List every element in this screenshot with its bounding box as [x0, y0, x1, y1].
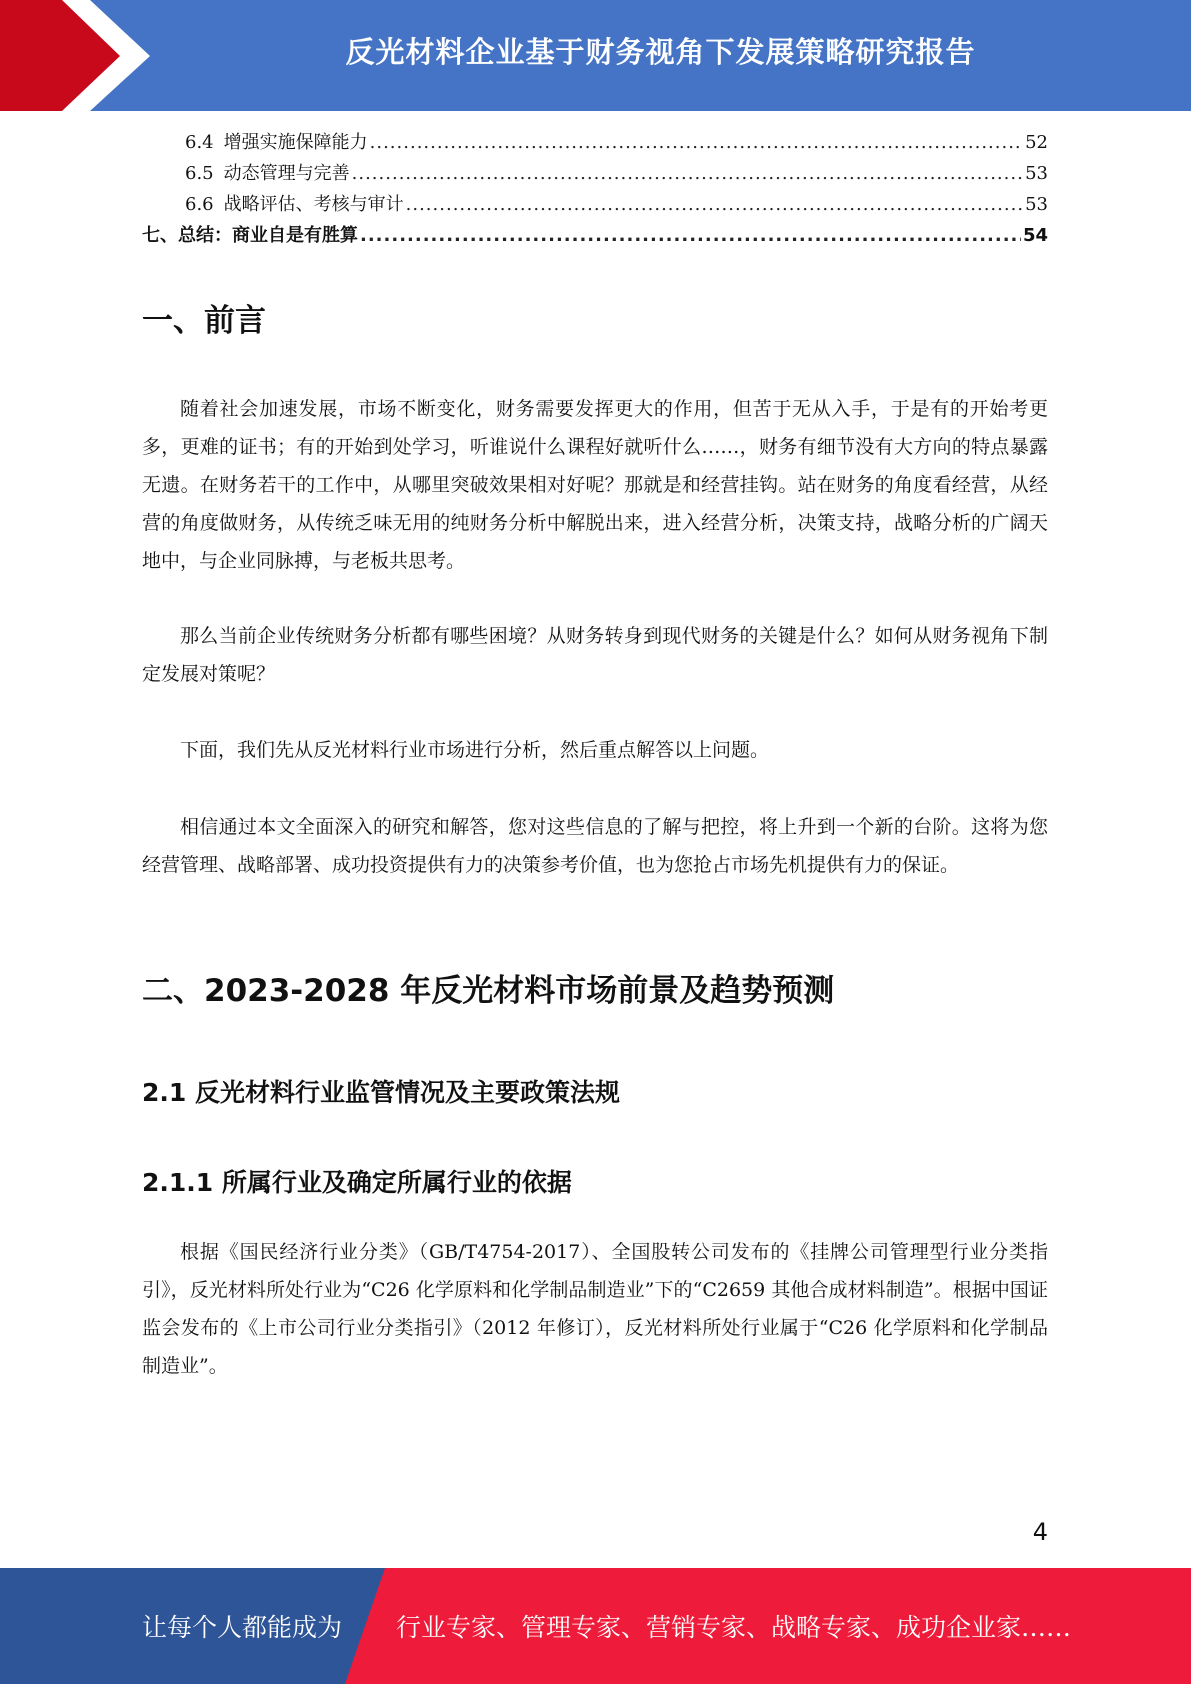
toc-dot-leader — [370, 132, 1023, 153]
toc-dot-leader — [406, 194, 1023, 215]
toc-entry[interactable] — [142, 128, 1048, 159]
body-paragraph: 那么当前企业传统财务分析都有哪些困境？从财务转身到现代财务的关键是什么？如何从财务视角下制定发展对策呢？ — [142, 625, 1048, 685]
toc-entry-label: 动态管理与完善 — [223, 163, 350, 184]
toc-entry-number: 6.5 — [185, 163, 214, 184]
toc-entry-page: 52 — [1025, 132, 1048, 153]
subsection-heading: 2.1 反光材料行业监管情况及主要政策法规 — [142, 1078, 620, 1107]
toc-entry-page: 53 — [1025, 163, 1048, 184]
body-paragraph: 根据《国民经济行业分类》（GB/T4754-2017）、全国股转公司发布的《挂牌公司管理型行业分类指引》，反光材料所处行业为“C26 化学原料和化学制品制造业”下的“C2659 其他合成材料制造”。根据中国证监会发布的《上市公司行业分类指引》（2012 年修订），反光材料所处行业属于“C26 化学原料和化学制品制造业”。 — [142, 1241, 1048, 1377]
table-of-contents — [142, 128, 1048, 252]
toc-entry-label: 七、总结：商业自是有胜算 — [142, 225, 358, 246]
body-paragraph: 下面，我们先从反光材料行业市场进行分析，然后重点解答以上问题。 — [180, 739, 770, 761]
footer-band — [0, 1568, 1191, 1684]
subsubsection-heading: 2.1.1 所属行业及确定所属行业的依据 — [142, 1168, 572, 1197]
toc-entry-label: 战略评估、考核与审计 — [223, 194, 404, 215]
toc-entry-page: 54 — [1022, 225, 1048, 246]
toc-entry[interactable] — [142, 190, 1048, 221]
section-heading-preface: 一、前言 — [142, 303, 266, 339]
toc-entry-number: 6.6 — [185, 194, 214, 215]
footer-slogan-left: 让每个人都能成为 — [142, 1613, 343, 1642]
toc-dot-leader — [360, 225, 1021, 246]
toc-entry-label: 增强实施保障能力 — [223, 132, 368, 153]
toc-dot-leader — [352, 163, 1023, 184]
document-title: 反光材料企业基于财务视角下发展策略研究报告 — [345, 34, 976, 69]
section-heading-market-outlook: 二、2023-2028 年反光材料市场前景及趋势预测 — [142, 973, 835, 1009]
footer-slogan-right: 行业专家、管理专家、营销专家、战略专家、成功企业家…… — [396, 1613, 1072, 1642]
toc-entry-number: 6.4 — [185, 132, 214, 153]
body-paragraph: 相信通过本文全面深入的研究和解答，您对这些信息的了解与把控，将上升到一个新的台阶。这将为您经营管理、战略部署、成功投资提供有力的决策参考价值，也为您抢占市场先机提供有力的保证。 — [142, 816, 1048, 876]
toc-entry[interactable] — [142, 159, 1048, 190]
page-number: 4 — [1032, 1518, 1048, 1546]
header-band — [0, 0, 1191, 111]
toc-entry[interactable] — [142, 221, 1048, 252]
toc-entry-page: 53 — [1025, 194, 1048, 215]
body-paragraph: 随着社会加速发展，市场不断变化，财务需要发挥更大的作用，但苦于无从入手，于是有的开始考更多，更难的证书；有的开始到处学习，听谁说什么课程好就听什么……，财务有细节没有大方向的特点暴露无遗。在财务若干的工作中，从哪里突破效果相对好呢？那就是和经营挂钩。站在财务的角度看经营，从经营的角度做财务，从传统乏味无用的纯财务分析中解脱出来，进入经营分析，决策支持，战略分析的广阔天地中，与企业同脉搏，与老板共思考。 — [142, 398, 1048, 572]
header-arrow-icon — [0, 0, 160, 111]
